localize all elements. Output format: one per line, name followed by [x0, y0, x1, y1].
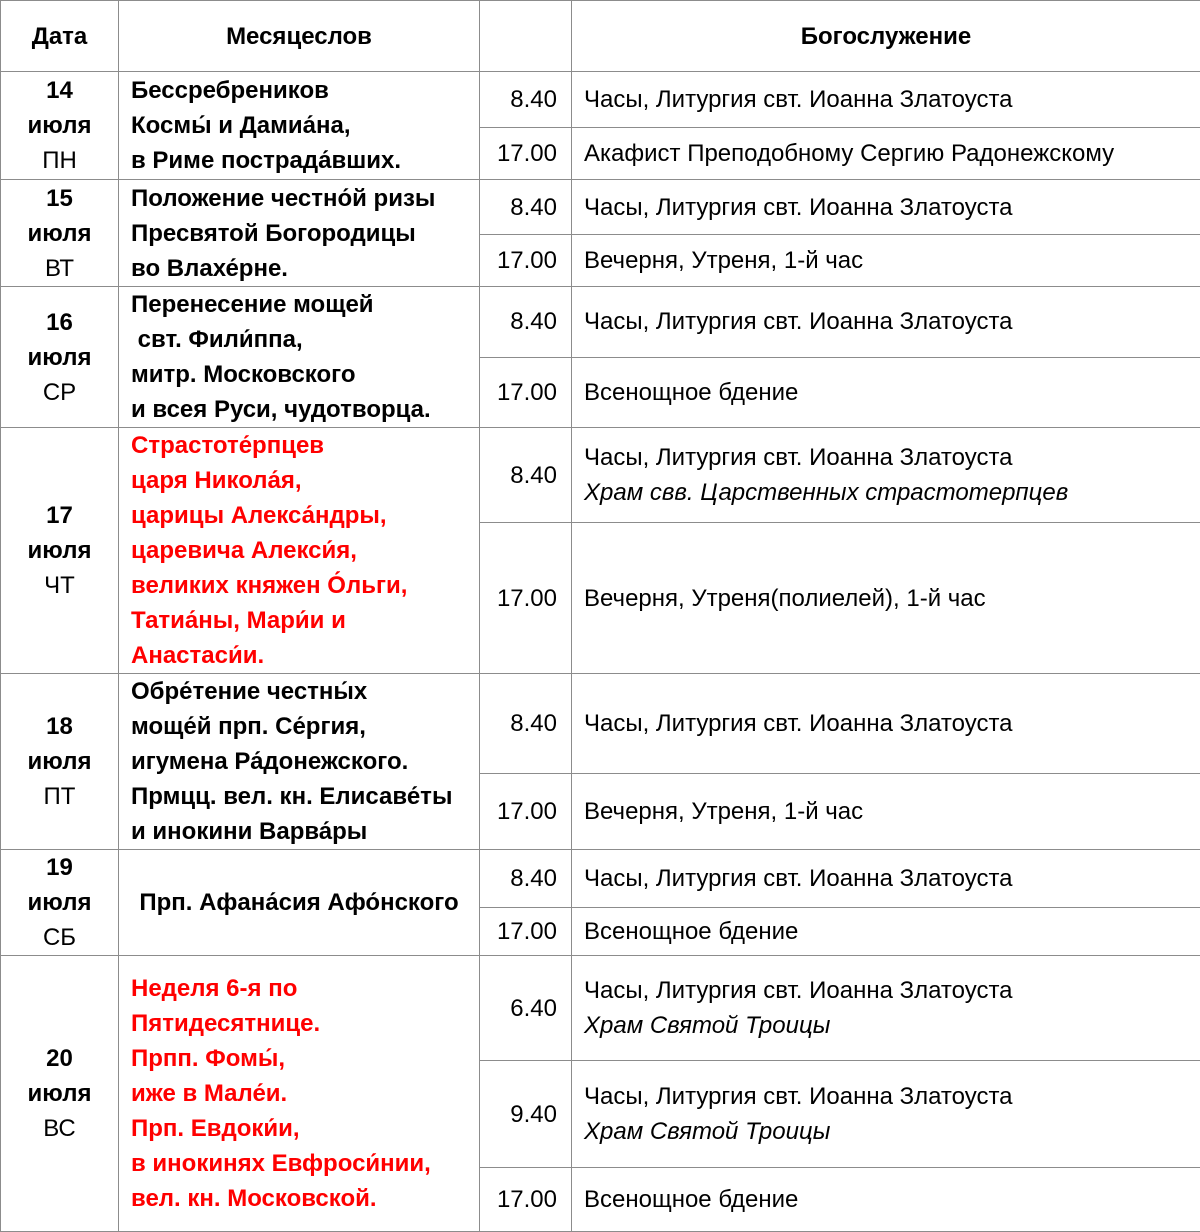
day-month: июля: [1, 1076, 118, 1111]
calendar-cell: [119, 956, 480, 1232]
service-cell: [572, 128, 1200, 180]
calendar-line: Прп. Афана́сия Афо́нского: [119, 885, 479, 920]
calendar-line: Неделя 6-я по: [131, 971, 479, 1006]
calendar-cell: [119, 674, 480, 850]
calendar-line: Пресвятой Богородицы: [131, 216, 479, 251]
service-cell: [572, 1061, 1200, 1168]
service-cell: [572, 523, 1200, 674]
calendar-line: великих княжен О́льги,: [131, 568, 479, 603]
day-month: июля: [1, 744, 118, 779]
service-cell: [572, 907, 1200, 955]
calendar-cell: [119, 428, 480, 674]
day-num: 20: [1, 1041, 118, 1076]
service-name: Часы, Литургия свт. Иоанна Златоуста: [584, 706, 1200, 741]
service-row: [1, 428, 1200, 523]
day-weekday: СР: [1, 375, 118, 410]
day-cell: [1, 180, 119, 287]
service-cell: [572, 357, 1200, 428]
service-cell: [572, 1168, 1200, 1232]
calendar-cell: [119, 287, 480, 428]
calendar-cell: [119, 72, 480, 180]
day-cell: [1, 674, 119, 850]
day-weekday: ПН: [1, 143, 118, 178]
header-service: Богослужение: [572, 1, 1200, 72]
service-row: [1, 287, 1200, 358]
service-time: 17.00: [480, 523, 572, 674]
calendar-line: царевича Алекси́я,: [131, 533, 479, 568]
calendar-line: Бессребреников: [131, 73, 479, 108]
calendar-line: Прпп. Фомы́,: [131, 1041, 479, 1076]
calendar-line: и всея Руси, чудотворца.: [131, 392, 479, 427]
service-time: 9.40: [480, 1061, 572, 1168]
calendar-line: Космы́ и Дамиа́на,: [131, 108, 479, 143]
calendar-line: моще́й прп. Се́ргия,: [131, 709, 479, 744]
service-cell: [572, 674, 1200, 774]
service-name: Вечерня, Утреня, 1-й час: [584, 794, 1200, 829]
day-cell: [1, 850, 119, 956]
service-time: 17.00: [480, 357, 572, 428]
calendar-line: Перенесение мощей: [131, 287, 479, 322]
service-cell: [572, 428, 1200, 523]
day-weekday: СБ: [1, 920, 118, 955]
service-time: 17.00: [480, 128, 572, 180]
service-time: 17.00: [480, 774, 572, 850]
calendar-cell: [119, 850, 480, 956]
day-weekday: ВТ: [1, 251, 118, 286]
day-num: 15: [1, 181, 118, 216]
service-time: 8.40: [480, 72, 572, 128]
day-weekday: ПТ: [1, 779, 118, 814]
service-time: 8.40: [480, 850, 572, 908]
day-month: июля: [1, 885, 118, 920]
service-cell: [572, 180, 1200, 235]
calendar-line: и инокини Варва́ры: [131, 814, 479, 849]
service-row: [1, 180, 1200, 235]
calendar-line: Обре́тение честны́х: [131, 674, 479, 709]
service-name: Всенощное бдение: [584, 375, 1200, 410]
day-cell: [1, 428, 119, 674]
header-time: [480, 1, 572, 72]
service-name: Часы, Литургия свт. Иоанна Златоуста: [584, 304, 1200, 339]
calendar-line: в Риме пострада́вших.: [131, 143, 479, 178]
calendar-line: Прп. Евдоки́и,: [131, 1111, 479, 1146]
calendar-line: в инокинях Евфроси́нии,: [131, 1146, 479, 1181]
header-calendar: Месяцеслов: [119, 1, 480, 72]
service-cell: [572, 72, 1200, 128]
day-cell: [1, 72, 119, 180]
service-name: Вечерня, Утреня(полиелей), 1-й час: [584, 581, 1200, 616]
service-cell: [572, 850, 1200, 908]
service-cell: [572, 235, 1200, 287]
day-month: июля: [1, 216, 118, 251]
service-name: Часы, Литургия свт. Иоанна Златоуста: [584, 1079, 1200, 1114]
calendar-line: Страстоте́рпцев: [131, 428, 479, 463]
day-cell: [1, 287, 119, 428]
day-num: 17: [1, 498, 118, 533]
service-location: Храм свв. Царственных страстотерпцев: [584, 475, 1200, 510]
service-time: 6.40: [480, 956, 572, 1061]
calendar-cell: [119, 180, 480, 287]
service-name: Часы, Литургия свт. Иоанна Златоуста: [584, 440, 1200, 475]
service-time: 17.00: [480, 1168, 572, 1232]
header-date: Дата: [1, 1, 119, 72]
service-name: Часы, Литургия свт. Иоанна Златоуста: [584, 861, 1200, 896]
calendar-line: Анастаси́и.: [131, 638, 479, 673]
calendar-line: во Влахе́рне.: [131, 251, 479, 286]
calendar-line: Пятидесятнице.: [131, 1006, 479, 1041]
calendar-line: царицы Алекса́ндры,: [131, 498, 479, 533]
service-time: 8.40: [480, 287, 572, 358]
calendar-line: свт. Фили́ппа,: [131, 322, 479, 357]
day-num: 14: [1, 73, 118, 108]
calendar-line: игумена Ра́донежского.: [131, 744, 479, 779]
service-time: 17.00: [480, 907, 572, 955]
day-month: июля: [1, 340, 118, 375]
day-weekday: ЧТ: [1, 568, 118, 603]
header-row: [1, 1, 1200, 72]
service-time: 8.40: [480, 428, 572, 523]
service-time: 17.00: [480, 235, 572, 287]
service-row: [1, 72, 1200, 128]
service-name: Всенощное бдение: [584, 1182, 1200, 1217]
service-name: Часы, Литургия свт. Иоанна Златоуста: [584, 190, 1200, 225]
service-time: 8.40: [480, 674, 572, 774]
service-name: Всенощное бдение: [584, 914, 1200, 949]
day-num: 19: [1, 850, 118, 885]
day-num: 18: [1, 709, 118, 744]
day-num: 16: [1, 305, 118, 340]
calendar-line: Прмцц. вел. кн. Елисаве́ты: [131, 779, 479, 814]
calendar-line: иже в Мале́и.: [131, 1076, 479, 1111]
service-location: Храм Святой Троицы: [584, 1114, 1200, 1149]
service-name: Акафист Преподобному Сергию Радонежскому: [584, 136, 1200, 171]
service-row: [1, 674, 1200, 774]
calendar-line: Положение честно́й ризы: [131, 181, 479, 216]
day-month: июля: [1, 108, 118, 143]
service-cell: [572, 956, 1200, 1061]
calendar-line: царя Никола́я,: [131, 463, 479, 498]
service-time: 8.40: [480, 180, 572, 235]
service-cell: [572, 287, 1200, 358]
service-cell: [572, 774, 1200, 850]
service-name: Часы, Литургия свт. Иоанна Златоуста: [584, 973, 1200, 1008]
service-row: [1, 956, 1200, 1061]
day-weekday: ВС: [1, 1111, 118, 1146]
calendar-line: Татиа́ны, Мари́и и: [131, 603, 479, 638]
day-month: июля: [1, 533, 118, 568]
day-cell: [1, 956, 119, 1232]
calendar-line: митр. Московского: [131, 357, 479, 392]
service-location: Храм Святой Троицы: [584, 1008, 1200, 1043]
service-name: Часы, Литургия свт. Иоанна Златоуста: [584, 82, 1200, 117]
calendar-line: вел. кн. Московской.: [131, 1181, 479, 1216]
service-name: Вечерня, Утреня, 1-й час: [584, 243, 1200, 278]
service-row: [1, 850, 1200, 908]
